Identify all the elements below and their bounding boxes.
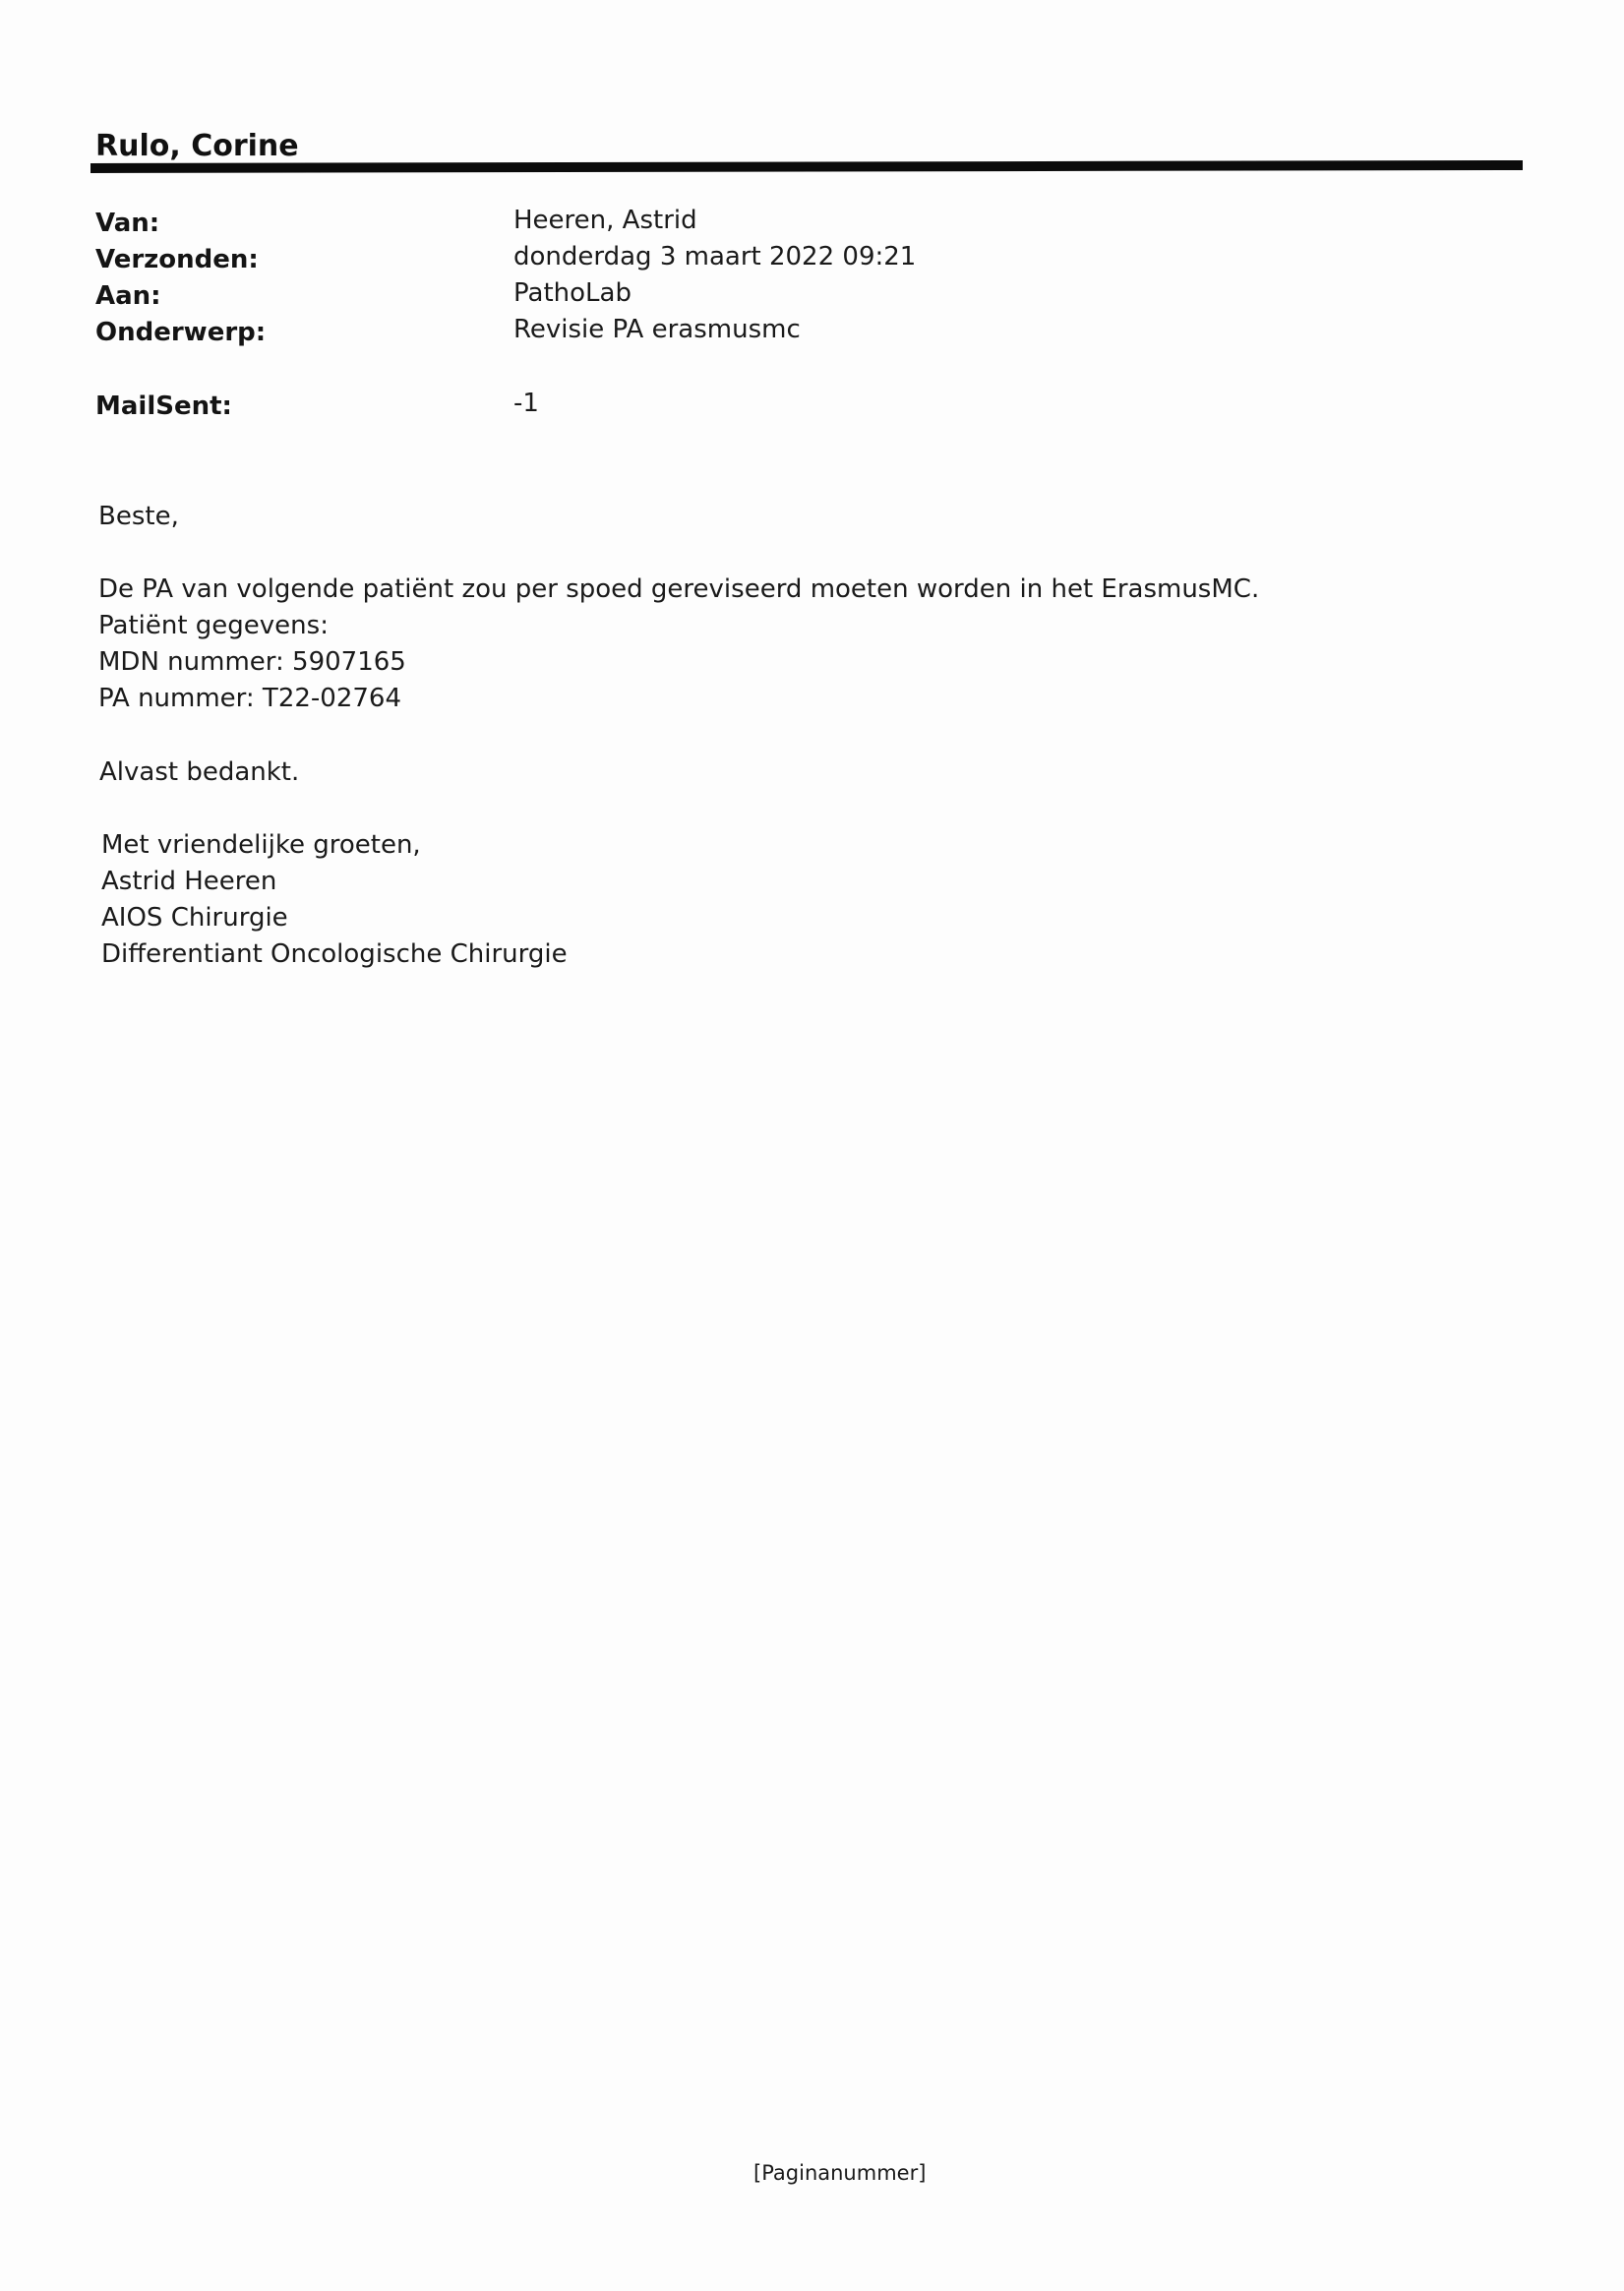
body-line-4: PA nummer: T22-02764 bbox=[98, 684, 401, 713]
subject-label: Onderwerp: bbox=[95, 318, 267, 347]
to-value: PathoLab bbox=[513, 278, 632, 308]
signature-subtitle: Differentiant Oncologische Chirurgie bbox=[101, 939, 568, 969]
page-number-footer: [Paginanummer] bbox=[753, 2161, 927, 2185]
mailsent-value: -1 bbox=[513, 389, 539, 418]
from-label: Van: bbox=[95, 209, 160, 238]
body-line-1: De PA van volgende patiënt zou per spoed gereviseerd moeten worden in het ErasmusMC. bbox=[98, 574, 1260, 604]
sent-label: Verzonden: bbox=[95, 245, 259, 274]
greeting: Beste, bbox=[98, 502, 179, 531]
heading-divider bbox=[90, 160, 1523, 173]
to-label: Aan: bbox=[95, 281, 161, 311]
sent-value: donderdag 3 maart 2022 09:21 bbox=[513, 242, 917, 271]
mailbox-owner-name: Rulo, Corine bbox=[95, 129, 299, 163]
closing-line: Met vriendelijke groeten, bbox=[101, 830, 421, 860]
thanks-line: Alvast bedankt. bbox=[99, 757, 300, 787]
subject-value: Revisie PA erasmusmc bbox=[513, 315, 801, 344]
body-line-3: MDN nummer: 5907165 bbox=[98, 647, 406, 677]
signature-title: AIOS Chirurgie bbox=[101, 903, 288, 933]
body-line-2: Patiënt gegevens: bbox=[98, 611, 329, 640]
mailsent-label: MailSent: bbox=[95, 392, 232, 421]
signature-name: Astrid Heeren bbox=[101, 867, 277, 896]
from-value: Heeren, Astrid bbox=[513, 206, 697, 235]
